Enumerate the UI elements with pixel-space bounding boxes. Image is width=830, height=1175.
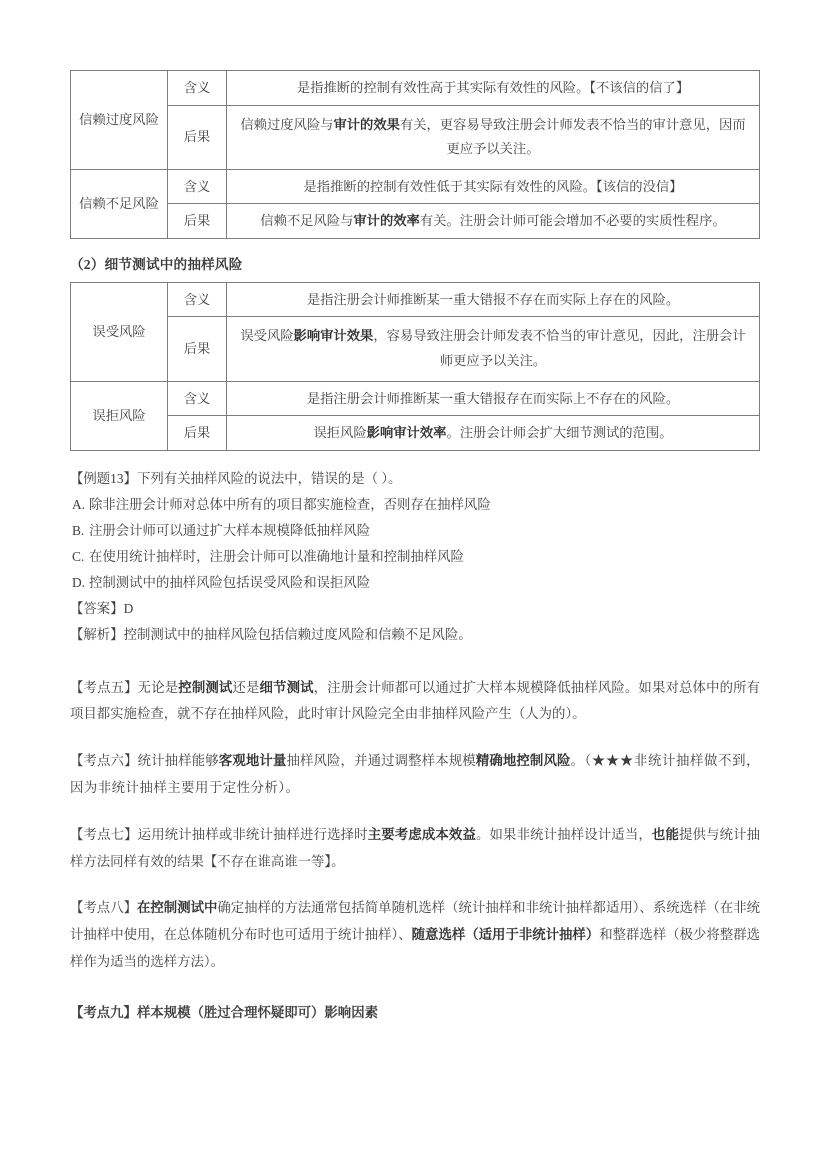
control-test-sampling-risk-table <box>70 70 760 239</box>
option-c <box>70 544 760 570</box>
keypoint-seven-s1: 主要考虑成本效益 <box>367 826 476 842</box>
option-b <box>70 518 760 544</box>
entry-text-cell: 是指注册会计师推断某一重大错报存在而实际上不存在的风险。 <box>227 381 760 416</box>
option-b-key: B. <box>72 522 85 538</box>
entry-text-cell: 是指注册会计师推断某一重大错报不存在而实际上存在的风险。 <box>227 282 760 317</box>
table-row <box>71 416 760 451</box>
entry-kind-cell: 后果 <box>168 317 227 381</box>
emphasis-text: 影响审计效率 <box>366 425 447 441</box>
text-after: ，容易导致注册会计师发表不恰当的审计意见，因此，注册会计师更应予以关注。 <box>373 328 746 368</box>
entry-text-cell <box>227 317 760 381</box>
keypoint-five-label: 【考点五】 <box>70 679 138 695</box>
keypoint-five-s3: 细节测试 <box>259 679 314 695</box>
entry-kind-cell: 含义 <box>168 169 227 204</box>
entry-kind-cell: 含义 <box>168 282 227 317</box>
answer-line <box>70 596 760 622</box>
entry-kind-cell: 后果 <box>168 416 227 451</box>
keypoint-five <box>70 675 760 729</box>
table-row <box>71 169 760 204</box>
keypoint-nine-label: 【考点九】 <box>70 1004 137 1020</box>
analysis-text: 控制测试中的抽样风险包括信赖过度风险和信赖不足风险。 <box>123 627 472 643</box>
keypoint-eight-label: 【考点八】 <box>70 900 137 916</box>
table-row <box>71 105 760 169</box>
text-before: 误拒风险 <box>313 425 367 441</box>
option-d-text: 控制测试中的抽样风险包括误受风险和误拒风险 <box>89 575 371 591</box>
entry-kind-cell: 含义 <box>168 71 227 106</box>
option-b-text: 注册会计师可以通过扩大样本规模降低抽样风险 <box>89 522 371 538</box>
keypoint-eight-s2: 随意选样（适用于非统计抽样） <box>411 927 600 943</box>
keypoint-five-s1: 控制测试 <box>178 679 233 695</box>
table-row <box>71 317 760 381</box>
table-row <box>71 204 760 239</box>
text-before: 误受风险 <box>240 328 294 344</box>
option-c-text: 在使用统计抽样时，注册会计师可以准确地计量和控制抽样风险 <box>89 548 464 564</box>
risk-name-cell: 信赖过度风险 <box>71 71 168 170</box>
keypoint-six-s4: 。（★★★非统计抽样做不到，因为非统计抽样主要用于定性分析）。 <box>70 753 761 795</box>
detail-test-sampling-risk-table <box>70 282 760 451</box>
example-question-block <box>70 466 760 649</box>
text-after: 有关。注册会计师可能会增加不必要的实质性程序。 <box>419 213 726 229</box>
table-row <box>71 282 760 317</box>
entry-kind-cell: 含义 <box>168 381 227 416</box>
text-after: 。注册会计师会扩大细节测试的范围。 <box>446 425 673 441</box>
keypoint-five-s4: ，注册会计师都可以通过扩大样本规模降低抽样风险。如果对总体中的所有项目都实施检查，就不存在抽样风险，此时审计风险完全由非抽样风险产生（人为的）。 <box>70 679 761 722</box>
keypoint-seven <box>70 822 760 876</box>
keypoint-eight-s1: 确定抽样的方法通常包括简单随机选样（统计抽样和非统计抽样都适用）、系统选样（在非统计抽样中使用，在总体随机分布时也可适用于统计抽样）、 <box>70 900 761 943</box>
keypoint-seven-s2: 。如果非统计抽样设计适当， <box>475 826 652 842</box>
example-stem: 【例题13】下列有关抽样风险的说法中，错误的是（ ）。 <box>70 470 402 486</box>
keypoint-five-s0: 无论是 <box>137 679 179 695</box>
entry-text-cell <box>227 416 760 451</box>
keypoint-seven-s0: 运用统计抽样或非统计抽样进行选择时 <box>137 826 368 842</box>
keypoint-seven-label: 【考点七】 <box>70 826 138 842</box>
keypoint-seven-s3: 也能 <box>651 826 679 842</box>
keypoint-five-s2: 还是 <box>232 679 260 695</box>
page-content <box>70 70 760 1027</box>
emphasis-text: 审计的效果 <box>333 116 400 132</box>
option-d-key: D. <box>72 575 86 591</box>
table-row <box>71 381 760 416</box>
keypoint-nine <box>70 1000 760 1027</box>
risk-name-cell: 信赖不足风险 <box>71 169 168 238</box>
entry-text-cell <box>227 204 760 239</box>
table-row <box>71 71 760 106</box>
entry-text-cell <box>227 105 760 169</box>
analysis-line <box>70 622 760 648</box>
keypoint-six-s1: 客观地计量 <box>218 753 287 769</box>
entry-kind-cell: 后果 <box>168 105 227 169</box>
keypoint-six <box>70 748 760 802</box>
entry-text-cell: 是指推断的控制有效性低于其实际有效性的风险。【该信的没信】 <box>227 169 760 204</box>
entry-kind-cell: 后果 <box>168 204 227 239</box>
keypoint-six-label: 【考点六】 <box>70 753 138 769</box>
option-a-key: A. <box>72 496 86 512</box>
keypoint-eight-s3: 和整群选样（极少将整群选样作为适当的选样方法）。 <box>70 927 761 970</box>
text-before: 信赖不足风险与 <box>260 213 354 229</box>
option-d <box>70 570 760 596</box>
option-a-text: 除非注册会计师对总体中所有的项目都实施检查，否则存在抽样风险 <box>89 496 491 512</box>
risk-name-cell: 误受风险 <box>71 282 168 381</box>
keypoint-six-s2: 抽样风险，并通过调整样本规模 <box>286 753 476 769</box>
option-a <box>70 492 760 518</box>
section-heading: （2）细节测试中的抽样风险 <box>70 256 243 272</box>
entry-text-cell: 是指推断的控制有效性高于其实际有效性的风险。【不该信的信了】 <box>227 71 760 106</box>
text-before: 信赖过度风险与 <box>240 116 334 132</box>
answer-value: D <box>123 601 134 617</box>
keypoint-seven-s4: 提供与统计抽样方法同样有效的结果【不存在谁高谁一等】。 <box>70 826 761 869</box>
option-c-key: C. <box>72 548 85 564</box>
keypoint-eight-s0: 在控制测试中 <box>137 900 218 916</box>
keypoint-eight <box>70 895 760 975</box>
emphasis-text: 审计的效率 <box>353 213 420 229</box>
keypoint-nine-text: 样本规模（胜过合理怀疑即可）影响因素 <box>136 1004 378 1020</box>
keypoint-six-s0: 统计抽样能够 <box>137 753 219 769</box>
answer-label: 【答案】 <box>70 601 124 617</box>
emphasis-text: 影响审计效果 <box>293 328 374 344</box>
keypoint-six-s3: 精确地控制风险 <box>475 753 571 769</box>
analysis-label: 【解析】 <box>70 627 124 643</box>
risk-name-cell: 误拒风险 <box>71 381 168 450</box>
text-after: 有关，更容易导致注册会计师发表不恰当的审计意见，因而更应予以关注。 <box>399 116 746 157</box>
